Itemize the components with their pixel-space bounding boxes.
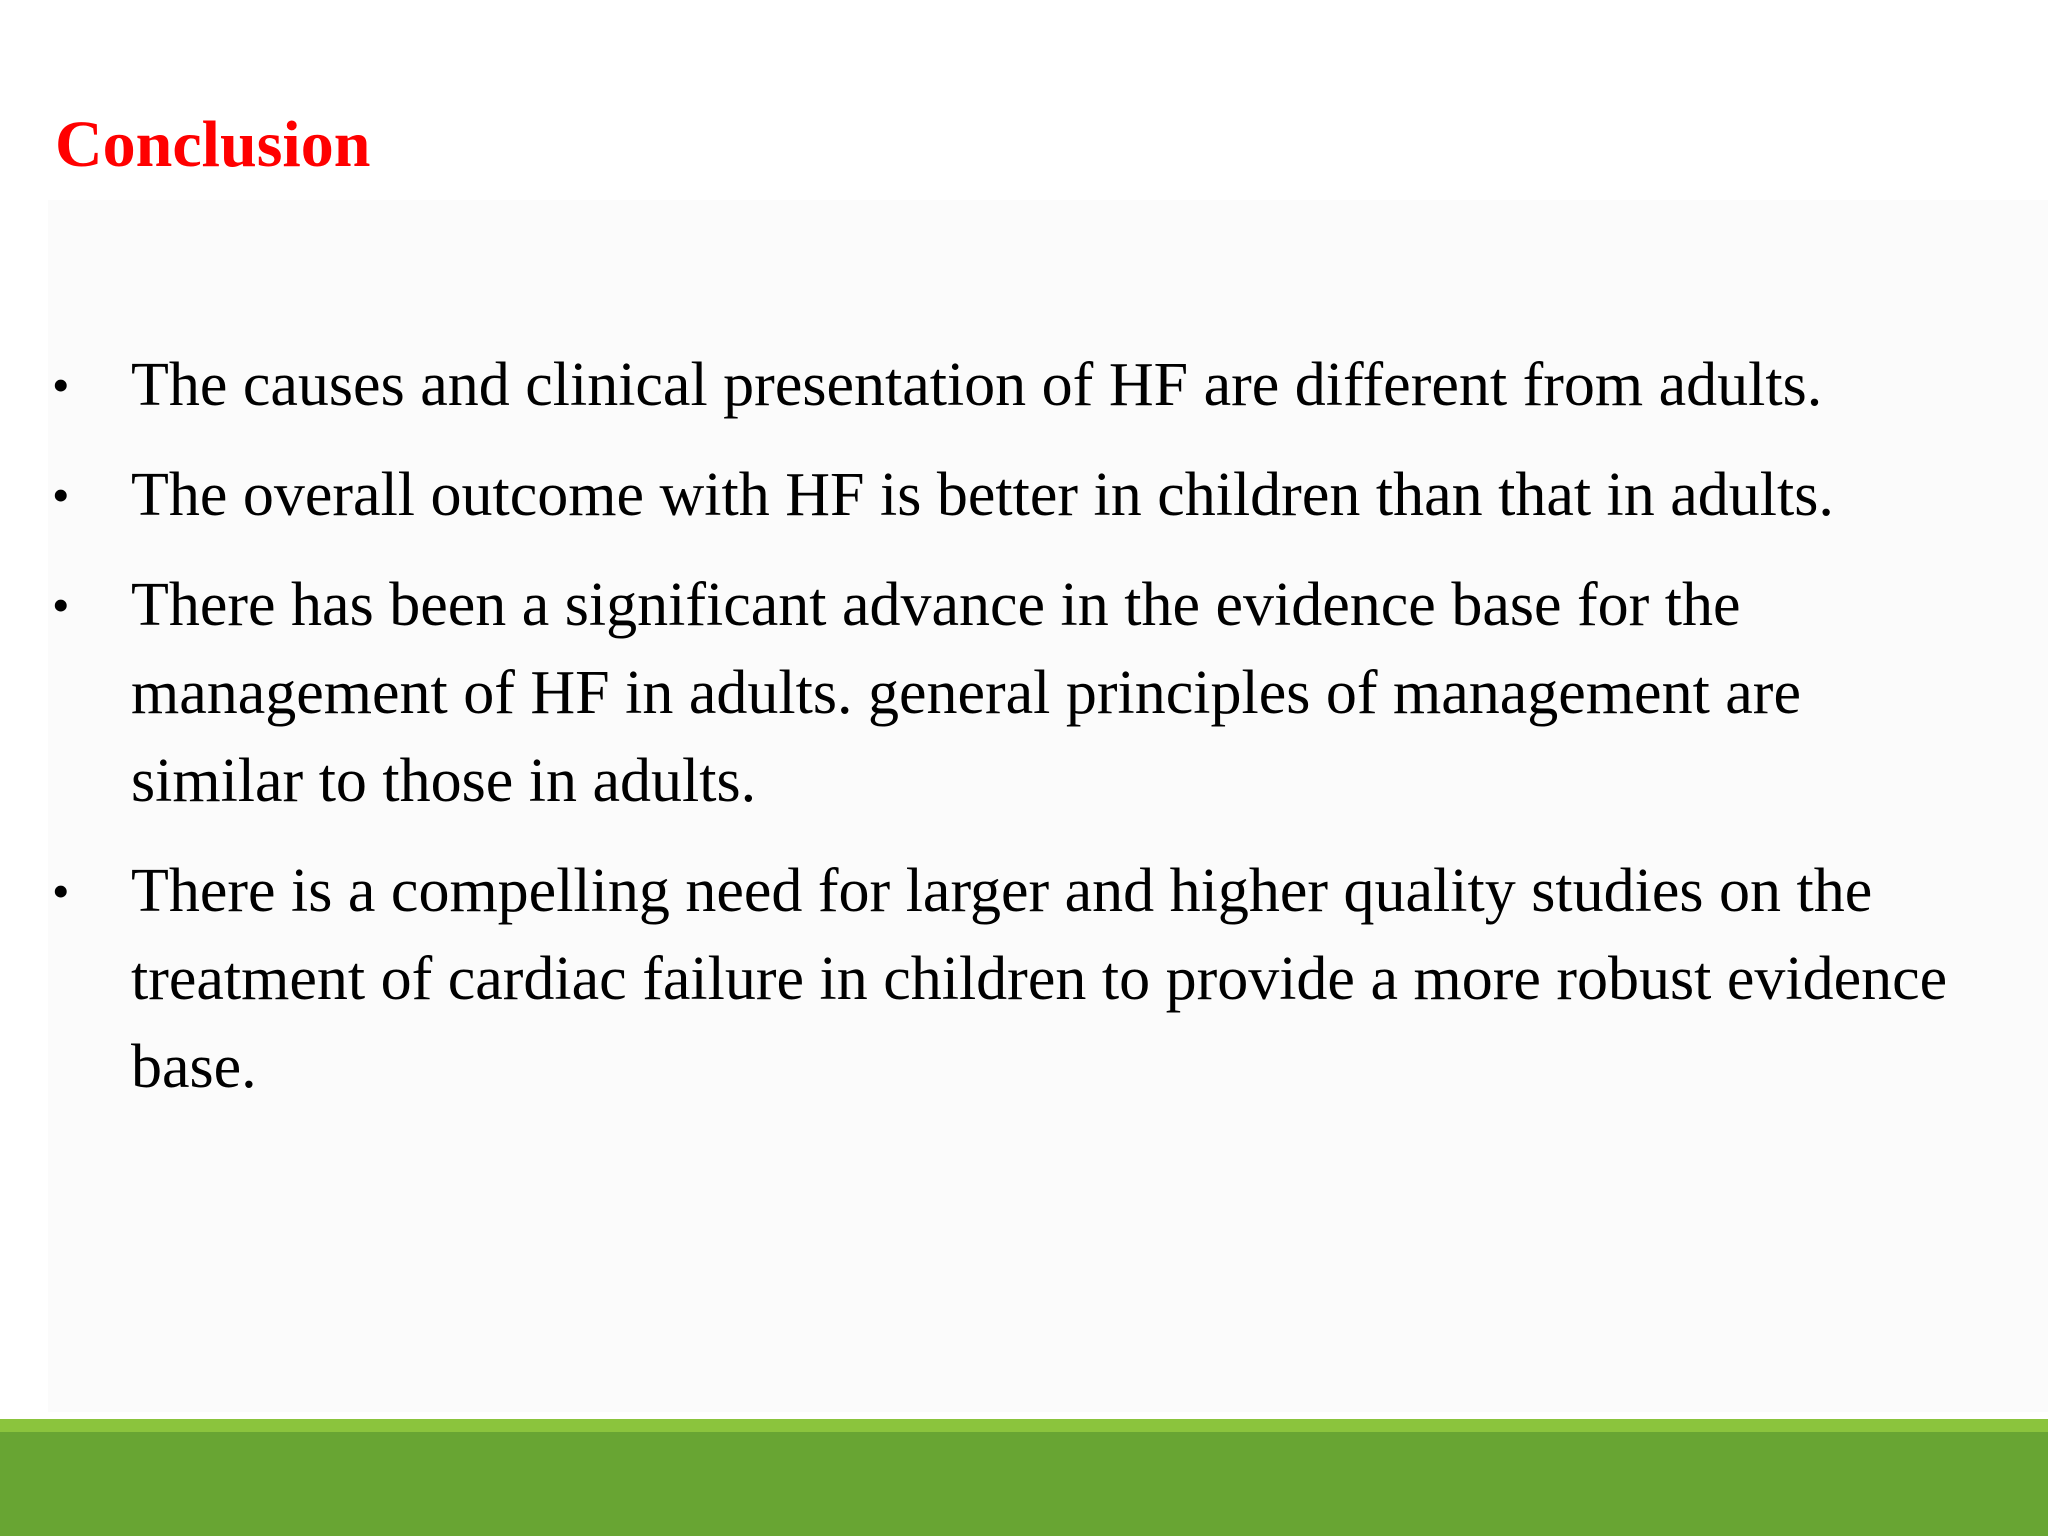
bullet-text-study-need: There is a compelling need for larger and higher quality studies on the treatment of cardiac failure in children to provide a more robust evidence base. xyxy=(131,857,1948,1101)
bullet-item-study-need xyxy=(52,847,1952,1111)
bullet-text-outcome: The overall outcome with HF is better in children than that in adults. xyxy=(131,461,1834,529)
slide-title: Conclusion xyxy=(55,108,371,181)
bullet-text-causes: The causes and clinical presentation of HF are different from adults. xyxy=(131,351,1823,419)
bullet-item-outcome xyxy=(52,451,1952,539)
bullet-icon: • xyxy=(52,863,70,919)
bullet-icon: • xyxy=(52,467,70,523)
footer-accent-bar xyxy=(0,1419,2048,1432)
bullet-text-evidence-advance: There has been a significant advance in the evidence base for the management of HF in adults. general principles of management are similar to those in adults. xyxy=(131,571,1801,815)
footer-band xyxy=(0,1432,2048,1536)
conclusion-bullet-list xyxy=(52,341,1952,1133)
bullet-item-causes xyxy=(52,341,1952,429)
bullet-item-evidence-advance xyxy=(52,561,1952,825)
bullet-icon: • xyxy=(52,357,70,413)
bullet-icon: • xyxy=(52,577,70,633)
